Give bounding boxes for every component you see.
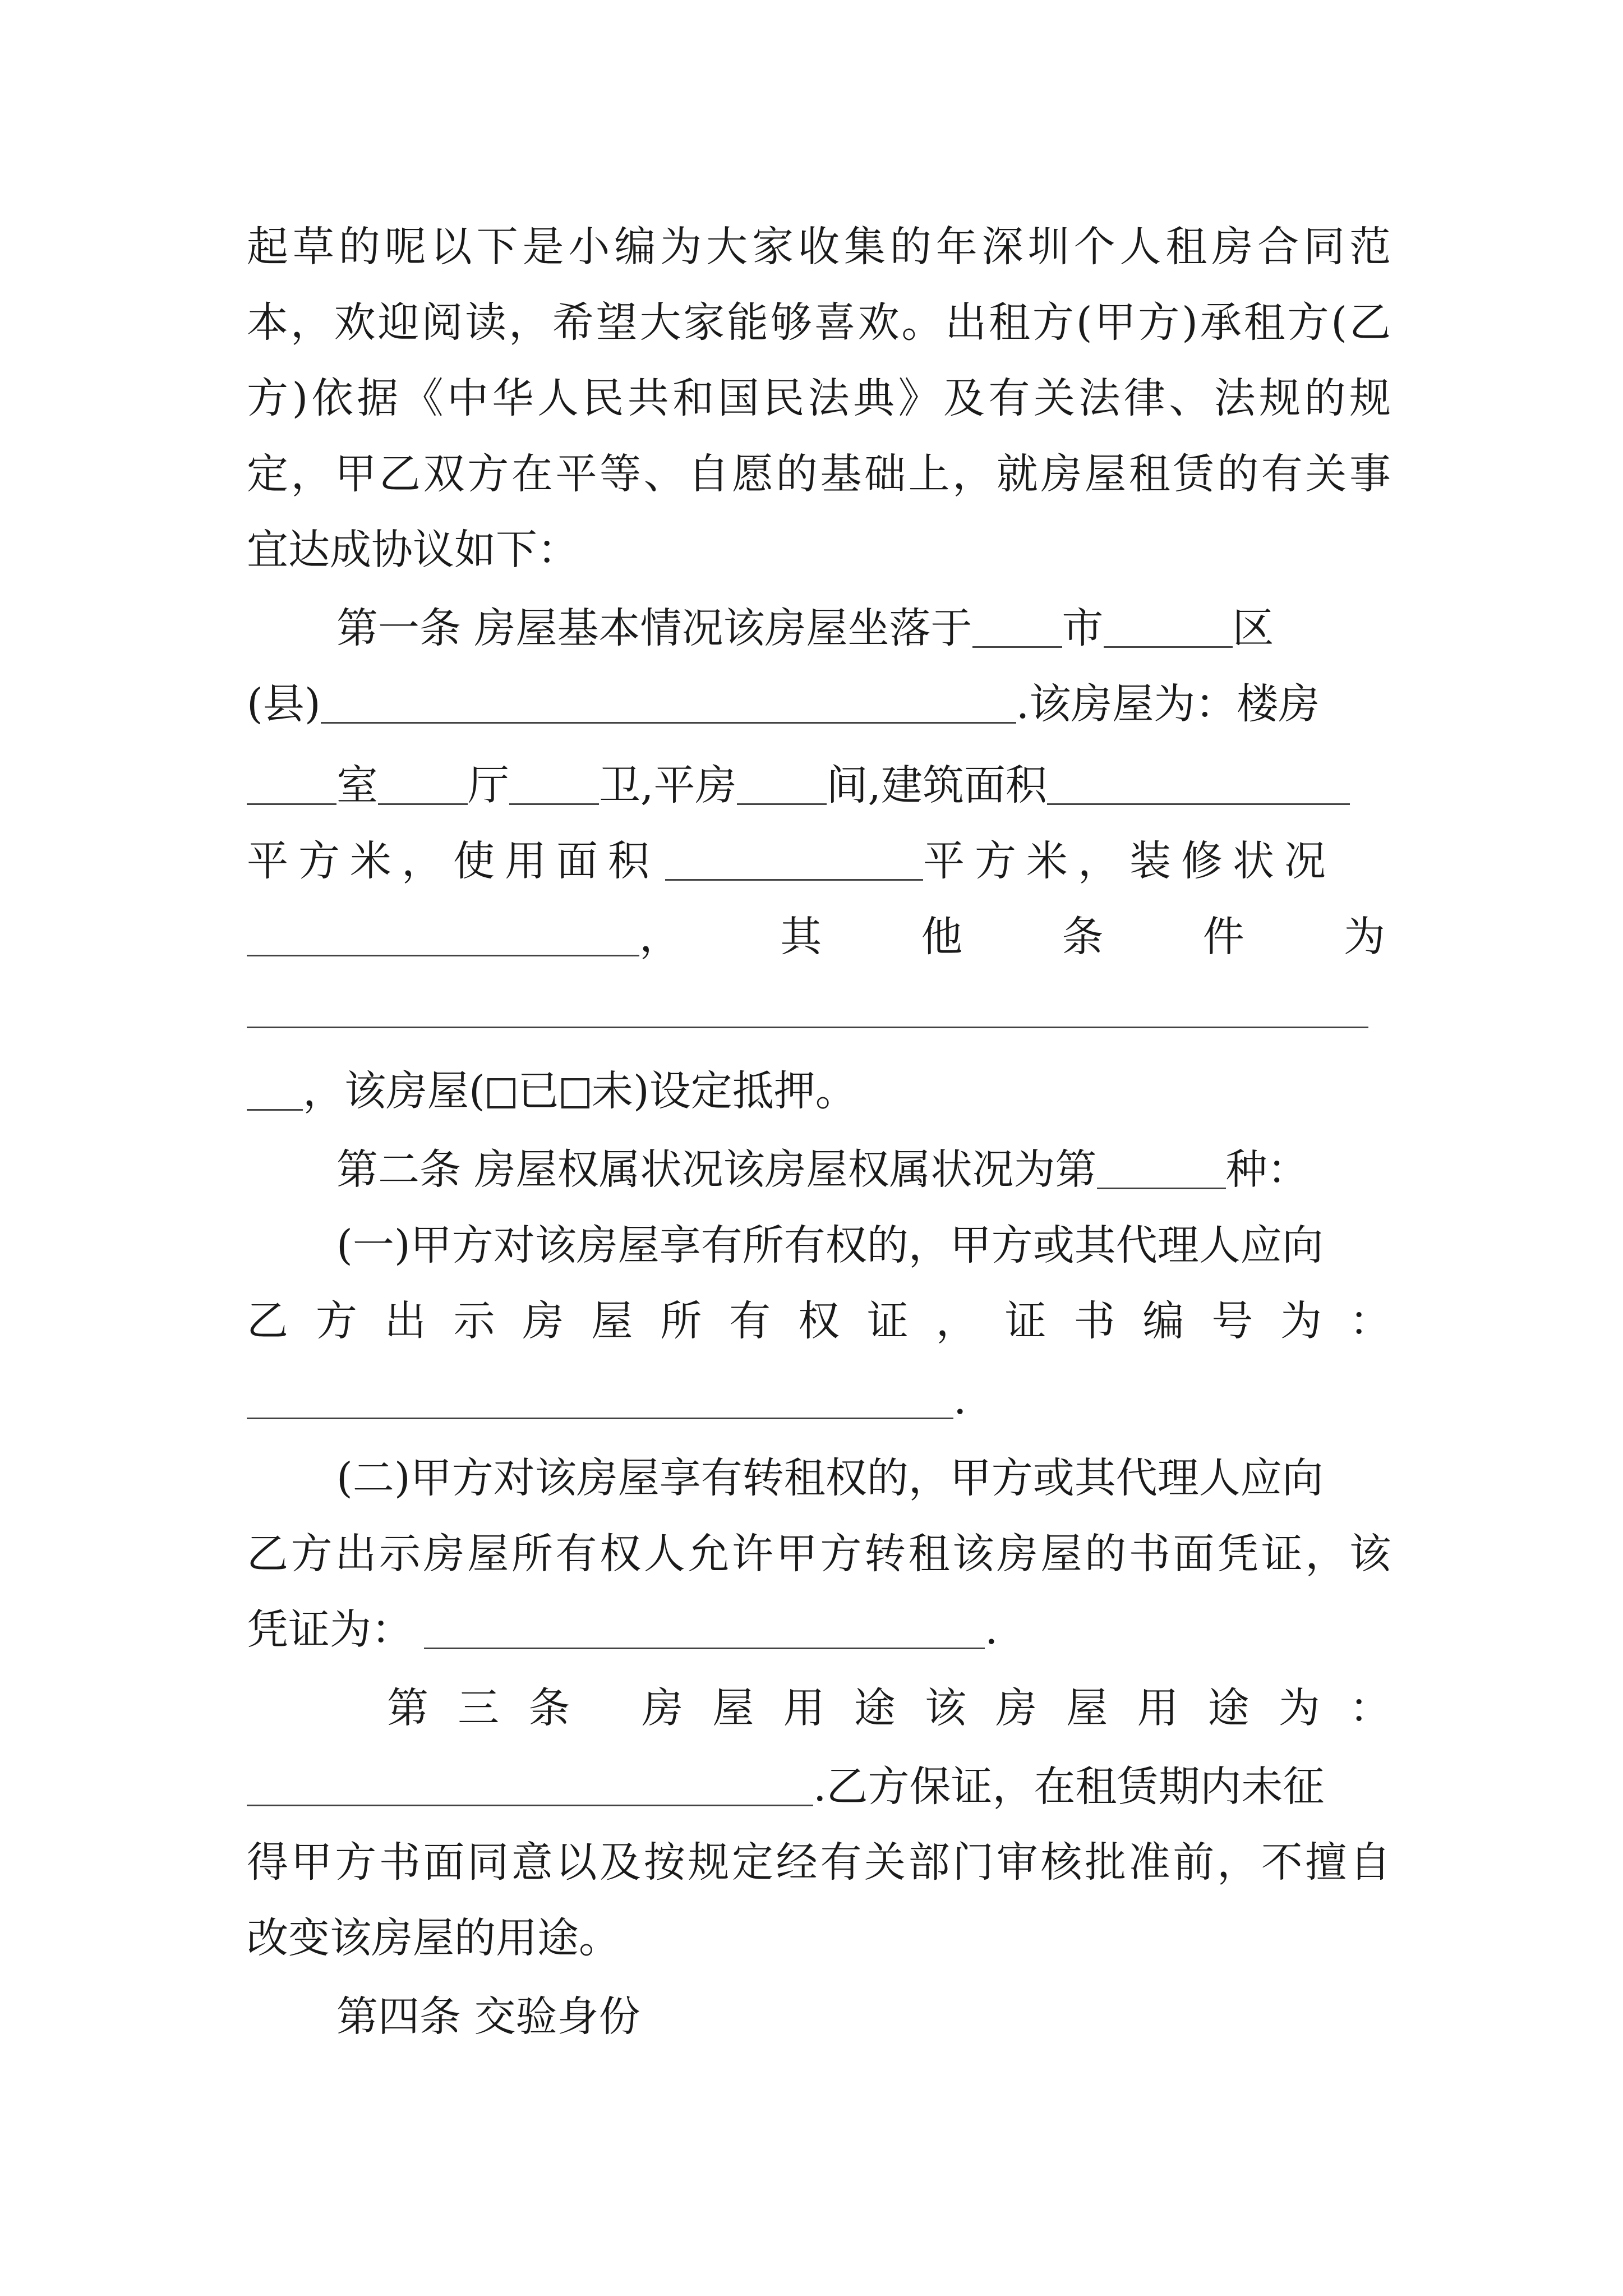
blank-sublease-proof: [424, 1611, 985, 1649]
article-2-line-5: (二)甲方对该房屋享有转租权的，甲方或其代理人应向: [336, 1454, 1324, 1502]
checkbox-icon: [487, 1078, 515, 1108]
article-4-line-1: 第四条 交验身份: [336, 1993, 640, 2041]
article-1-line-7: ，该房屋( 已 未)设定抵押。: [247, 1060, 1391, 1122]
article-3-line-1: 第三条 房屋用途该房屋用途为：: [387, 1684, 1391, 1732]
article-3-line-3: 得甲方书面同意以及按规定经有关部门审核批准前，不擅自: [247, 1838, 1391, 1887]
intro-line-4: 定，甲乙双方在平等、自愿的基础上，就房屋租赁的有关事: [247, 450, 1391, 498]
intro-line-3: 方)依据《中华人民共和国民法典》及有关法律、法规的规: [247, 374, 1391, 422]
blank-other-conditions: [247, 1027, 1368, 1028]
article-3-line-4: 改变该房屋的用途。: [247, 1914, 620, 1962]
intro-line-5: 宜达成协议如下：: [247, 526, 579, 574]
blank-certificate-number: [247, 1381, 953, 1419]
blank-decoration: [247, 918, 639, 956]
blank-district: [1104, 609, 1233, 648]
article-3-line-2: .乙方保证，在租赁期内未征: [247, 1756, 1391, 1818]
intro-line-2: 本，欢迎阅读，希望大家能够喜欢。出租方(甲方)承租方(乙: [247, 298, 1391, 347]
article-1-line-1: 第一条 房屋基本情况该房屋坐落于 市 区: [336, 604, 1274, 652]
article-2-line-1: 第二条 房屋权属状况该房屋权属状况为第 种：: [336, 1145, 1309, 1194]
article-1-line-4: 平方米，使用面积 平方米，装修状况: [247, 837, 1336, 885]
blank-halls: [378, 766, 468, 805]
blank-ownership-type: [1097, 1151, 1226, 1189]
blank-baths: [509, 766, 599, 805]
blank-building-area: [1047, 766, 1350, 805]
checkbox-icon: [561, 1078, 589, 1108]
article-1-line-3: 室 厅 卫,平房 间,建筑面积: [247, 754, 1391, 816]
article-2-line-6: 乙方出示房屋所有权人允许甲方转租该房屋的书面凭证，该: [247, 1530, 1391, 1578]
blank-rooms: [247, 766, 336, 805]
article-2-line-3: 乙方出示房屋所有权证，证书编号为：: [247, 1297, 1391, 1345]
blank-bungalow: [737, 766, 827, 805]
blank-address: [321, 685, 1016, 724]
blank-city: [972, 609, 1062, 648]
article-2-line-2: (一)甲方对该房屋享有所有权的，甲方或其代理人应向: [336, 1221, 1324, 1269]
intro-line-1: 起草的呢以下是小编为大家收集的年深圳个人租房合同范: [247, 223, 1391, 271]
article-1-line-5: ，其他条件为: [247, 906, 1391, 968]
blank-house-use: [247, 1768, 813, 1806]
article-1-line-2: (县) .该房屋为：楼房: [247, 680, 1320, 728]
article-2-line-4: .: [247, 1369, 1391, 1430]
blank-tail: [247, 1072, 303, 1111]
article-2-line-7: 凭证为： .: [247, 1605, 998, 1654]
blank-usable-area: [665, 842, 923, 881]
